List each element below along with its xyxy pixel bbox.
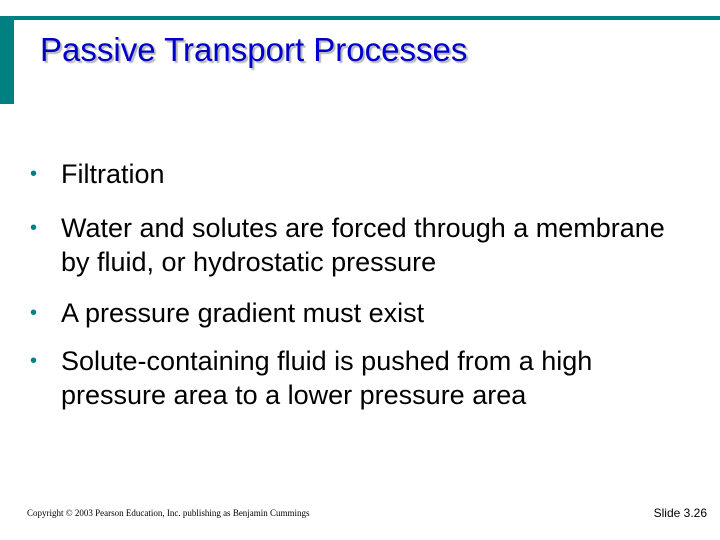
bullet-item: [30, 211, 690, 279]
copyright-notice: Copyright © 2003 Pearson Education, Inc. publishing as Benjamin Cummings: [27, 508, 310, 518]
bullet-text: Water and solutes are forced through a membrane by fluid, or hydrostatic pressure: [61, 213, 665, 277]
slide-number: Slide 3.26: [653, 506, 707, 520]
bullet-dot-icon: •: [30, 163, 38, 185]
bullet-dot-icon: •: [30, 350, 38, 372]
bullet-item: [30, 344, 690, 412]
bullet-text: Solute-containing fluid is pushed from a high pressure area to a lower pressure area: [61, 346, 593, 410]
slide-title: Passive Transport Processes: [40, 31, 468, 68]
bullet-text: A pressure gradient must exist: [61, 298, 425, 328]
bullet-text: Filtration: [61, 159, 165, 189]
bullet-dot-icon: •: [30, 217, 38, 239]
bullet-item: [30, 296, 690, 330]
bullet-dot-icon: •: [30, 302, 38, 324]
accent-bar-top: [0, 16, 720, 20]
bullet-item: [30, 157, 690, 191]
accent-bar-left: [0, 16, 14, 104]
